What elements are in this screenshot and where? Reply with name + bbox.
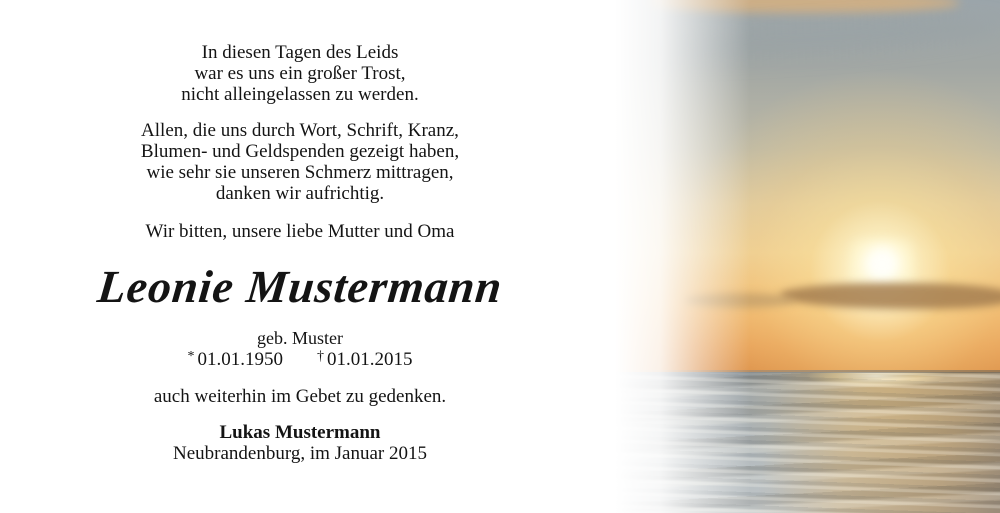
place-and-date: Neubrandenburg, im Januar 2015 [173,443,427,464]
condolence-text [0,42,600,105]
photo-white-fade [600,0,750,513]
thanks-line-4: danken wir aufrichtig. [215,183,385,204]
closing-line: auch weiterhin im Gebet zu gedenken. [153,386,447,407]
thanks-line-2: Blumen- und Geldspenden gezeigt haben, [140,141,460,162]
maiden-name: geb. Muster [257,328,343,348]
birth-date-group [188,349,284,370]
sunset-sea-photo [600,0,1000,513]
condolence-line-1: In diesen Tagen des Leids [201,42,399,63]
condolence-line-2: war es uns ein großer Trost, [194,63,406,84]
birth-star-symbol: * [187,349,195,364]
signature-name: Lukas Mustermann [219,422,381,443]
thanks-text [0,120,600,204]
request-line: Wir bitten, unsere liebe Mutter und Oma [145,221,455,242]
birth-date: 01.01.1950 [197,349,283,370]
death-date-group [317,349,413,370]
death-date: 01.01.2015 [327,349,413,370]
deceased-name: Leonie Mustermann [95,261,505,312]
death-dagger-symbol: † [317,349,324,364]
life-dates [0,346,600,370]
sun-glow [850,240,914,288]
condolence-line-3: nicht alleingelassen zu werden. [181,84,419,105]
thanks-line-3: wie sehr sie unseren Schmerz mittragen, [146,162,454,183]
thanks-line-1: Allen, die uns durch Wort, Schrift, Kranz, [141,120,459,141]
